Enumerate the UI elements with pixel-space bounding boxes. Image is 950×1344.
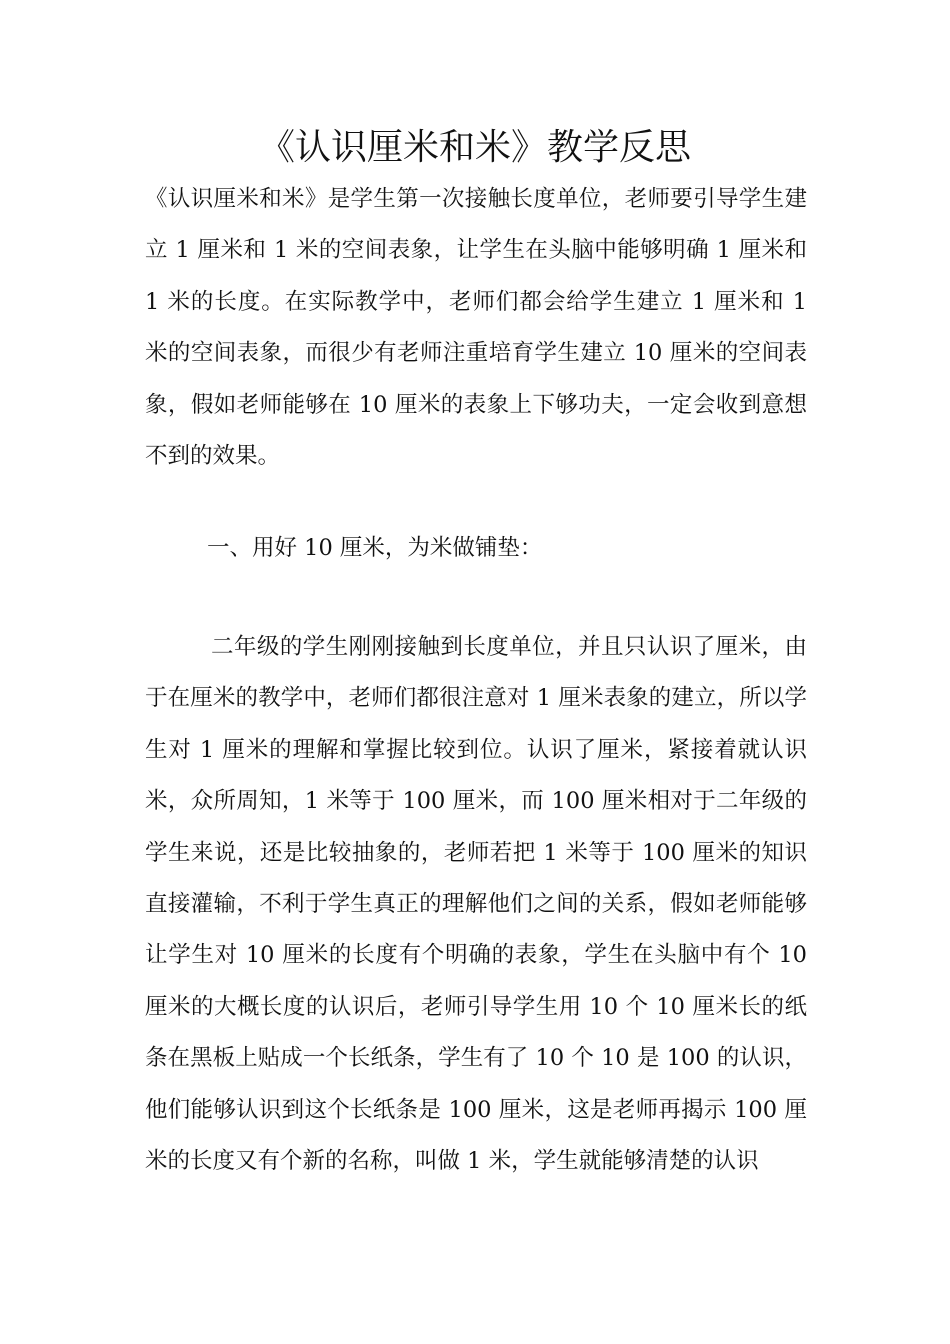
section-heading: 一、用好 10 厘米，为米做铺垫：: [207, 535, 543, 561]
document-title: 《认识厘米和米》教学反思: [258, 127, 691, 168]
intro-paragraph: 《认识厘米和米》是学生第一次接触长度单位，老师要引导学生建立 1 厘米和 1 米的空间表象，让学生在头脑中能够明确 1 厘米和 1 米的长度。在实际教学中，老师们都会给学生建立 1 厘米和 1 米的空间表象，而很少有老师注重培育学生建立 10 厘米的空间表象，假如老师能够在 10 厘米的表象上下够功夫，一定会收到意想不到的效果。: [145, 186, 807, 470]
section-paragraph: 二年级的学生刚刚接触到长度单位，并且只认识了厘米，由于在厘米的教学中，老师们都很注意对 1 厘米表象的建立，所以学生对 1 厘米的理解和掌握比较到位。认识了厘米，紧接着就认识米，众所周知，1 米等于 100 厘米，而 100 厘米相对于二年级的学生来说，还是比较抽象的，老师若把 1 米等于 100 厘米的知识直接灌输，不利于学生真正的理解他们之间的关系，假如老师能够让学生对 10 厘米的长度有个明确的表象，学生在头脑中有个 10 厘米的大概长度的认识后，老师引导学生用 10 个 10 厘米长的纸条在黑板上贴成一个长纸条，学生有了 10 个 10 是 100 的认识，他们能够认识到这个长纸条是 100 厘米，这是老师再揭示 100 厘米的长度又有个新的名称，叫做 1 米，学生就能够清楚的认识: [145, 634, 807, 1175]
